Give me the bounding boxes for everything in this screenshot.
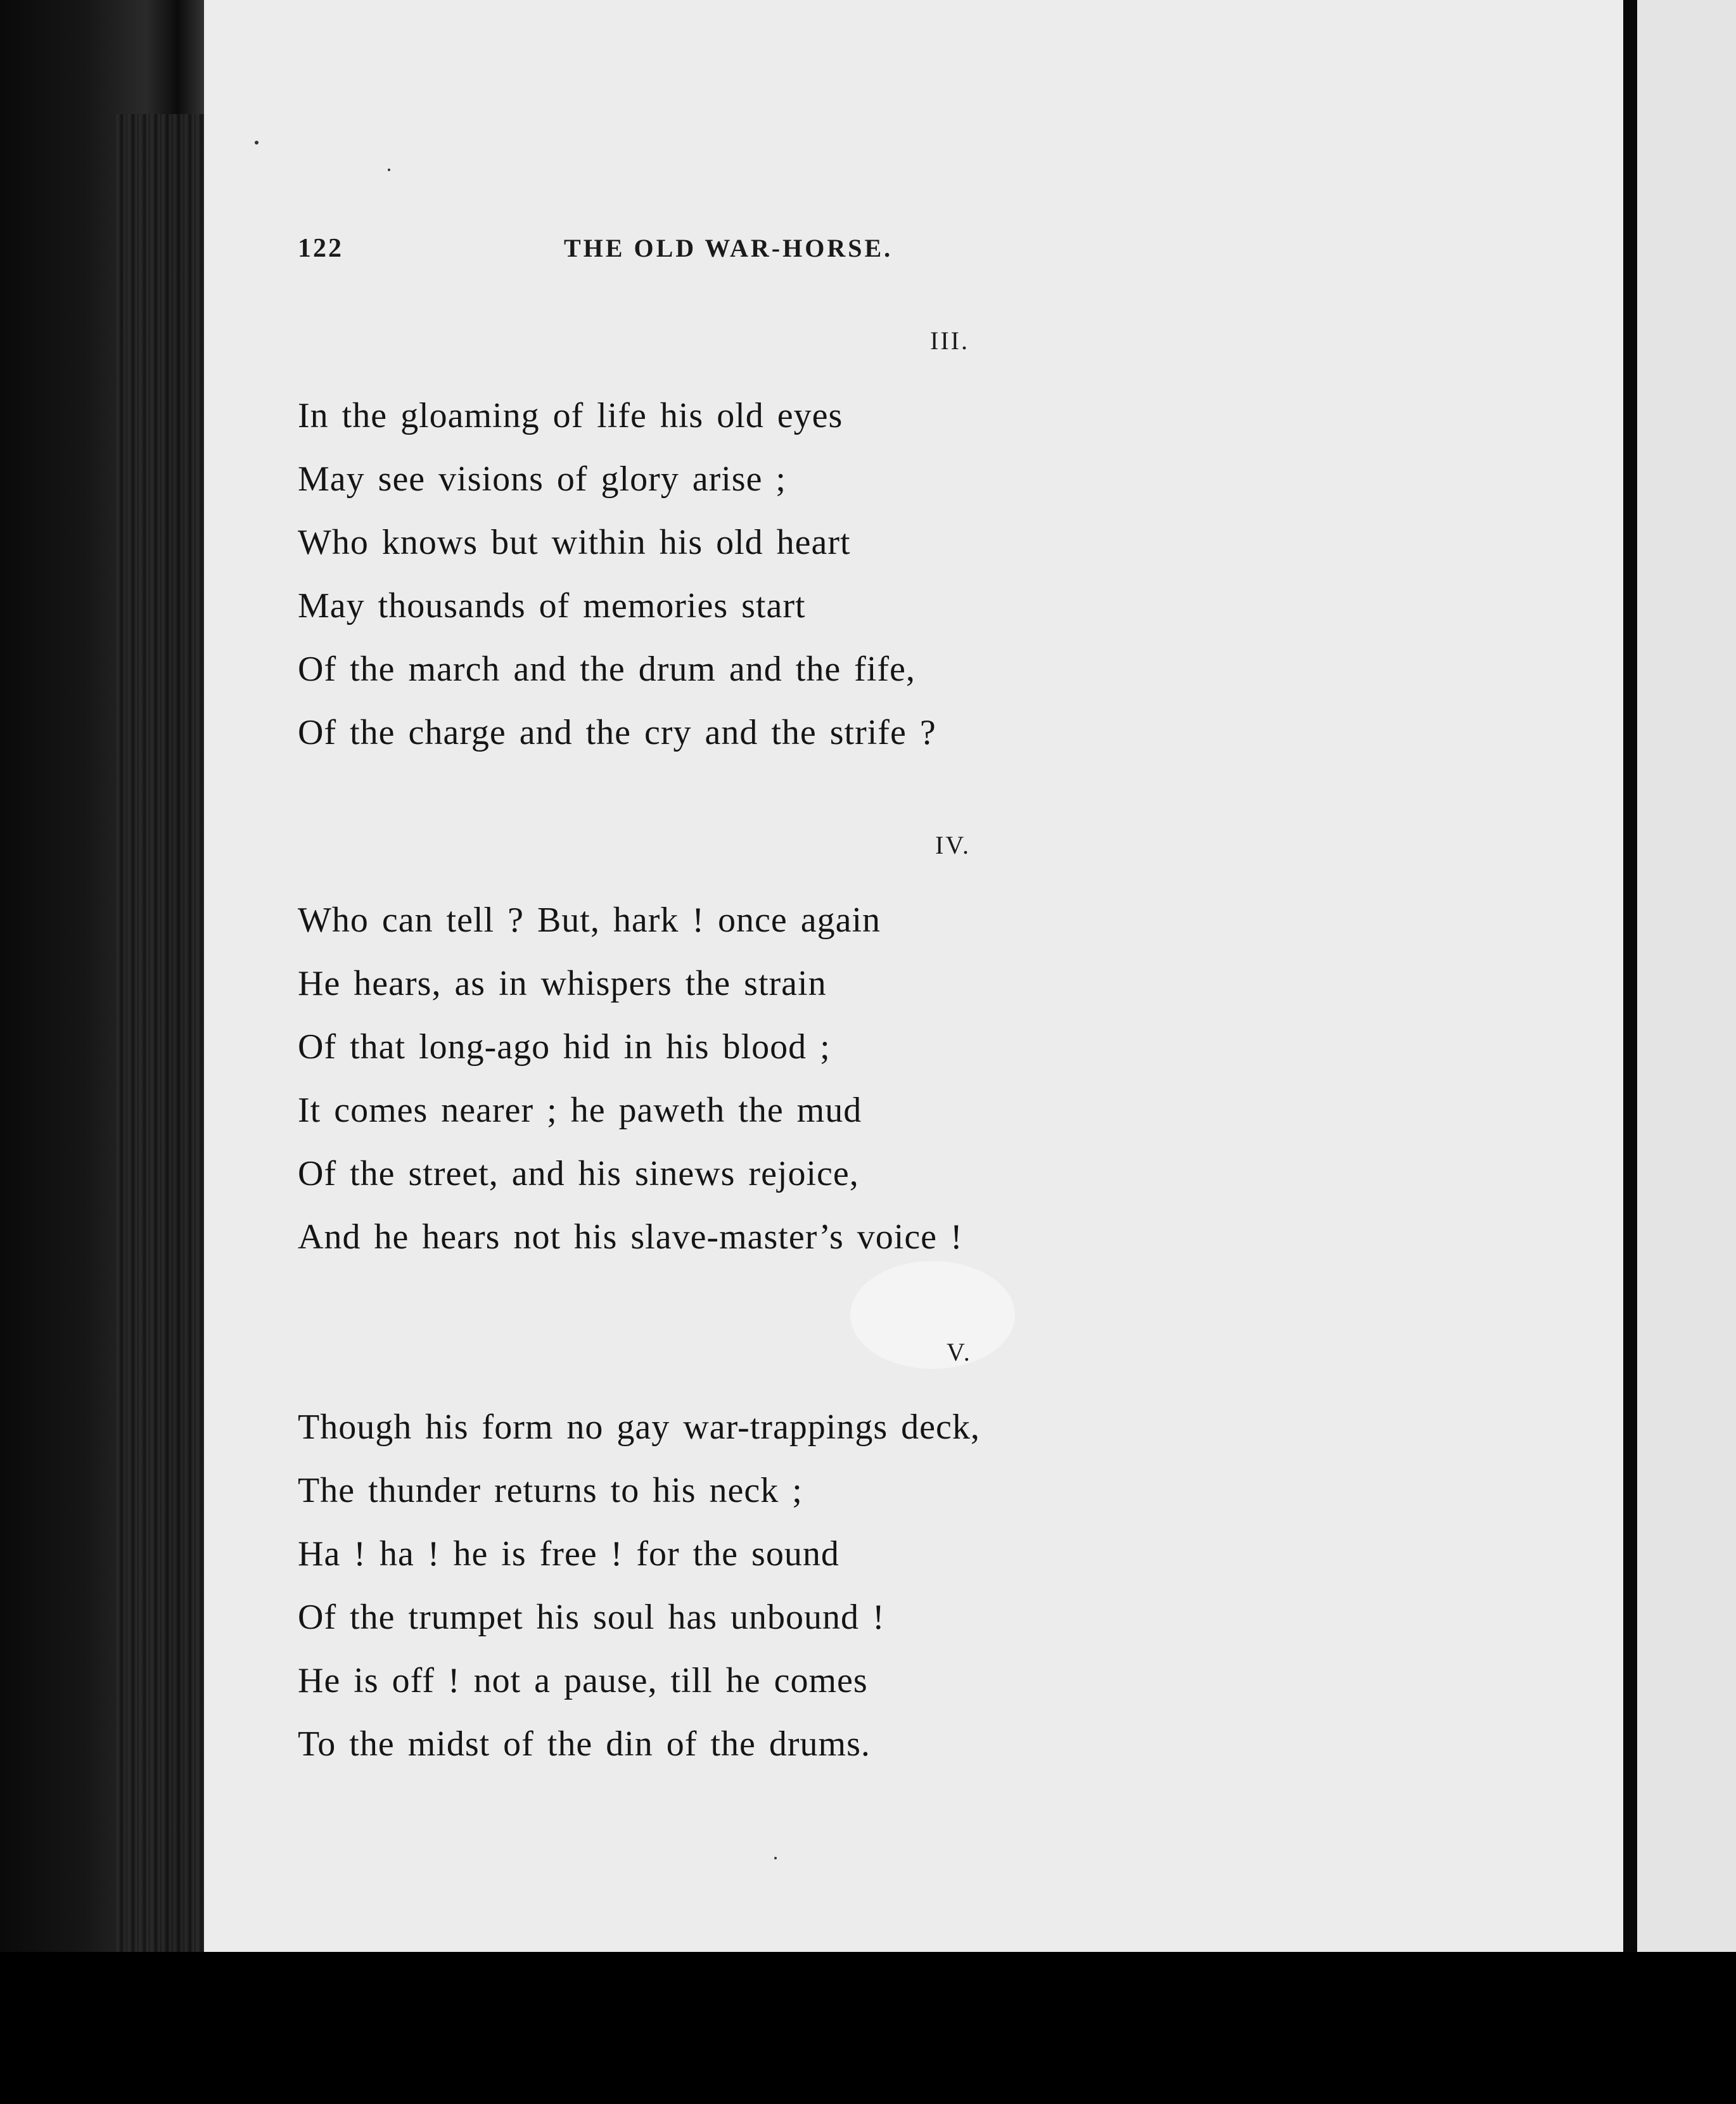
- verse-line: He hears, as in whispers the strain: [298, 964, 827, 1003]
- paper-speck: [255, 141, 258, 144]
- paper-stain: [850, 1261, 1015, 1369]
- stanza: [298, 384, 1407, 764]
- scan-border: [0, 1952, 1736, 2104]
- stanza-number: III.: [930, 326, 969, 355]
- verse-line: Who knows but within his old heart: [298, 523, 851, 562]
- verse-line: Though his form no gay war-trappings deck,: [298, 1408, 980, 1447]
- verse-line: It comes nearer ; he paweth the mud: [298, 1091, 862, 1130]
- verse-line: Of the street, and his sinews rejoice,: [298, 1154, 859, 1193]
- running-head: [298, 233, 1153, 271]
- verse-line: Of the march and the drum and the fife,: [298, 650, 916, 689]
- verse-line: He is off ! not a pause, till he comes: [298, 1661, 868, 1700]
- verse-line: Ha ! ha ! he is free ! for the sound: [298, 1534, 839, 1574]
- page-number: 122: [298, 234, 343, 263]
- verse-line: To the midst of the din of the drums.: [298, 1724, 871, 1764]
- chapter-title: THE OLD WAR-HORSE.: [564, 234, 893, 262]
- verse-line: May see visions of glory arise ;: [298, 459, 786, 499]
- paper-speck: [774, 1857, 777, 1859]
- verse-line: May thousands of memories start: [298, 586, 806, 625]
- verse-line: The thunder returns to his neck ;: [298, 1471, 803, 1510]
- verse-line: Of the trumpet his soul has unbound !: [298, 1598, 885, 1637]
- stanza: [298, 1395, 1407, 1776]
- stanza-number: V.: [947, 1338, 972, 1366]
- verse-line: Of that long-ago hid in his blood ;: [298, 1027, 831, 1067]
- facing-page-edge: [1637, 0, 1736, 1952]
- verse-line: In the gloaming of life his old eyes: [298, 396, 843, 435]
- stanza-number: IV.: [935, 831, 971, 859]
- page-gutter: [1623, 0, 1637, 1952]
- page-stack-edges: [114, 114, 209, 1952]
- verse-line: Of the charge and the cry and the strife ?: [298, 713, 936, 752]
- paper-speck: [388, 169, 390, 171]
- stanza: [298, 888, 1407, 1269]
- verse-line: And he hears not his slave-master’s voice !: [298, 1217, 963, 1257]
- verse-line: Who can tell ? But, hark ! once again: [298, 901, 881, 940]
